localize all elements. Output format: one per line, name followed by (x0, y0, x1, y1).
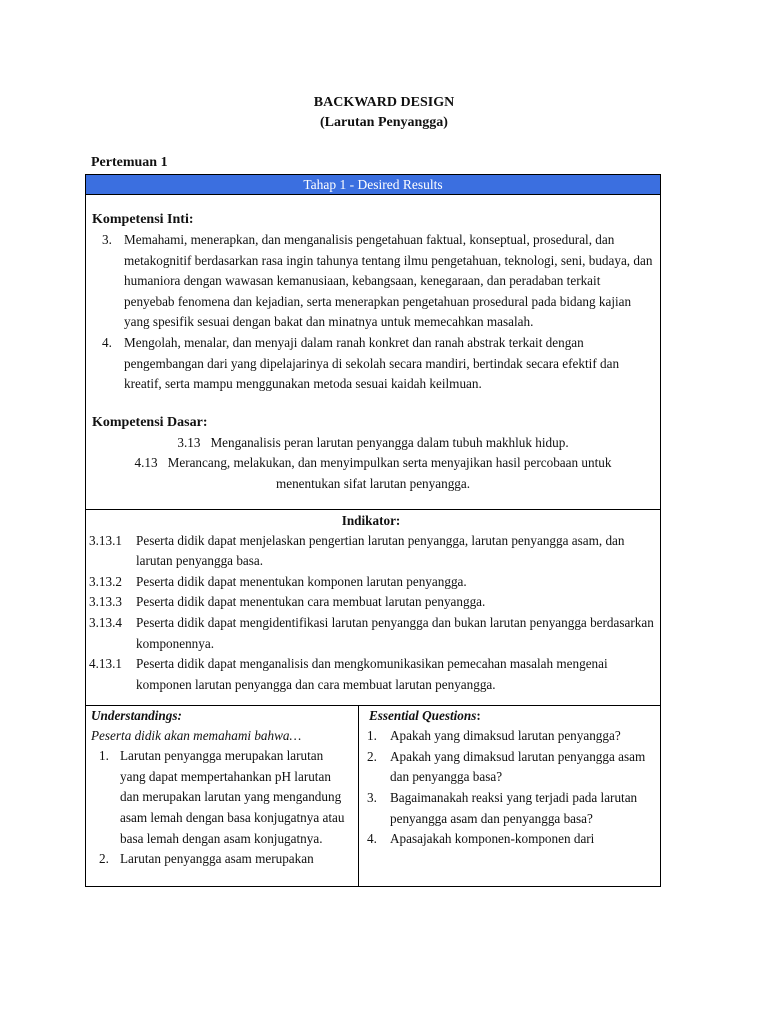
title-block (0, 93, 768, 133)
indicator-text: Peserta didik dapat menentukan cara membuat larutan penyangga. (136, 594, 486, 610)
document-subtitle: (Larutan Penyangga) (320, 115, 448, 130)
eq-text: Apakah yang dimaksud larutan penyangga asam dan penyangga basa? (390, 748, 646, 785)
indicator-code: 3.13.2 (89, 573, 122, 589)
ki-text: Memahami, menerapkan, dan menganalisis pengetahuan faktual, konseptual, prosedural, dan metakognitif berdasarkan rasa ingin tahunya tentang ilmu pengetahuan, teknologi, seni, budaya, dan humaniora dengan wawasan kemanusiaan, kebangsaan, kenegaraan, dan peradaban terkait penyebab fenomena dan kejadian, serta menerapkan pengetahuan prosedural pada bidang kajian yang spesifik sesuai dengan bakat dan minatnya untuk memecahkan masalah. (124, 232, 653, 330)
indicator-text: Peserta didik dapat mengidentifikasi larutan penyangga dan bukan larutan penyangga berdasarkan komponennya. (136, 614, 654, 651)
eq-text: Bagaimanakah reaksi yang terjadi pada larutan penyangga asam dan penyangga basa? (390, 790, 638, 826)
design-table (85, 174, 661, 887)
kd-item (92, 433, 654, 454)
eq-heading-line (363, 706, 652, 726)
kd-text: Menganalisis peran larutan penyangga dalam tubuh makhluk hidup. (210, 434, 569, 450)
ki-text: Mengolah, menalar, dan menyaji dalam ranah konkret dan ranah abstrak terkait dengan pengembangan dari yang dipelajarinya di sekolah secara mandiri, bertindak secara efektif dan kreatif, serta mampu menggunakan metoda sesuai kaidah keilmuan. (124, 334, 620, 392)
list-item (91, 849, 352, 870)
eq-heading-colon: : (476, 708, 481, 724)
understanding-text: Larutan penyangga merupakan larutan yang dapat mempertahankan pH larutan dan merupakan larutan yang mengandung asam lemah dengan basa konjugatnya atau basa lemah dengan asam konjugatnya. (120, 748, 345, 846)
understanding-number: 1. (99, 748, 109, 764)
indicator-code: 4.13.1 (89, 656, 122, 672)
essential-questions-cell (359, 706, 661, 887)
list-item (92, 333, 654, 395)
list-item (363, 829, 652, 850)
kd-number: 3.13 (177, 434, 201, 450)
eq-list (363, 726, 652, 850)
eq-number: 3. (367, 790, 377, 806)
eq-number: 4. (367, 831, 377, 847)
kd-item (92, 453, 654, 474)
indicator-item (86, 531, 656, 572)
eq-number: 2. (367, 748, 377, 764)
ki-heading: Kompetensi Inti: (92, 212, 194, 227)
indicator-code: 3.13.3 (89, 594, 122, 610)
indicator-text: Peserta didik dapat menentukan komponen larutan penyangga. (136, 573, 467, 589)
kd-number: 4.13 (134, 455, 158, 471)
indicator-text: Peserta didik dapat menjelaskan pengertian larutan penyangga, larutan penyangga asam, dan larutan penyangga basa. (136, 532, 625, 569)
eq-heading: Essential Questions (369, 708, 477, 724)
competency-cell (86, 195, 661, 510)
indicator-code: 3.13.1 (89, 532, 122, 548)
indicator-item (86, 613, 656, 654)
indicator-item (86, 592, 656, 613)
understanding-text: Larutan penyangga asam merupakan (120, 851, 314, 867)
kd-text: Merancang, melakukan, dan menyimpulkan serta menyajikan hasil percobaan untuk (167, 455, 612, 471)
understandings-list (91, 746, 352, 870)
understandings-heading: Understandings: (91, 708, 182, 724)
indicator-cell (86, 509, 661, 706)
understanding-number: 2. (99, 851, 109, 867)
eq-text: Apakah yang dimaksud larutan penyangga? (390, 728, 621, 744)
eq-text: Apasajakah komponen-komponen dari (390, 831, 595, 847)
list-item (91, 746, 352, 849)
ki-list (92, 230, 654, 395)
list-item (363, 788, 652, 829)
understandings-intro: Peserta didik akan memahami bahwa… (91, 728, 302, 744)
meeting-label: Pertemuan 1 (91, 155, 168, 170)
document-title: BACKWARD DESIGN (313, 95, 455, 110)
list-item (363, 747, 652, 788)
eq-number: 1. (367, 728, 377, 744)
list-item (363, 726, 652, 747)
indicator-item (86, 654, 656, 695)
ki-number: 4. (102, 334, 112, 350)
ki-number: 3. (102, 232, 112, 247)
kd-heading: Kompetensi Dasar: (92, 414, 208, 430)
stage-header: Tahap 1 - Desired Results (86, 175, 661, 195)
list-item (92, 230, 654, 333)
indicator-item (86, 572, 656, 593)
indicator-text: Peserta didik dapat menganalisis dan mengkomunikasikan pemecahan masalah mengenai komponen larutan penyangga dan cara membuat larutan penyangga. (136, 656, 608, 692)
kd-text-continued: menentukan sifat larutan penyangga. (275, 475, 471, 491)
indicator-code: 3.13.4 (89, 614, 122, 630)
understandings-cell (86, 706, 359, 887)
indicator-heading: Indikator: (341, 512, 401, 528)
